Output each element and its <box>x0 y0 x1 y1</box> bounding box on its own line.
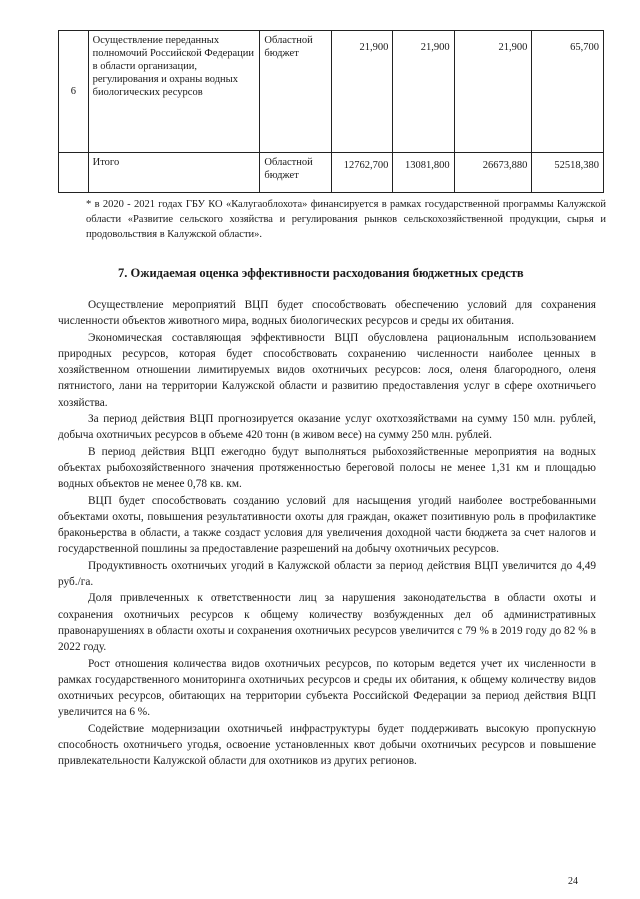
paragraph: ВЦП будет способствовать созданию условий для насыщения угодий наиболее востребованными объектами охоты, повышения результативности охоты для граждан, окажет позитивную роль в профилактике браконьерства в области, а также создаст условия для увеличения доходной части бюджета за счет налогов и государственной пошлины за предоставление разрешений на добычу охотничьих ресурсов. <box>58 494 596 556</box>
table-row <box>59 31 604 153</box>
section-body <box>58 297 596 770</box>
page-number: 24 <box>568 876 578 887</box>
table-row-total <box>59 153 604 193</box>
budget-table <box>58 30 604 193</box>
funding-source: Областной бюджет <box>260 153 332 193</box>
row-number: 6 <box>59 31 89 153</box>
value-year-3: 26673,880 <box>454 153 532 193</box>
paragraph: За период действия ВЦП прогнозируется оказание услуг охотхозяйствами на сумму 150 млн. рублей, добыча охотничьих ресурсов в объеме 420 тонн (в живом весе) на сумму 250 млн. рублей. <box>58 413 596 442</box>
value-year-3: 21,900 <box>454 31 532 153</box>
paragraph: Рост отношения количества видов охотничьих ресурсов, по которым ведется учет их численности в рамках государственного мониторинга охотничьих ресурсов и среды их обитания, к общему количеству видов охотничьих ресурсов, обитающих на территории субъекта Российской Федерации за период действия ВЦП увеличится на 6 %. <box>58 657 596 719</box>
section-heading: 7. Ожидаемая оценка эффективности расходования бюджетных средств <box>118 266 524 280</box>
value-year-2: 21,900 <box>393 31 454 153</box>
value-year-1: 12762,700 <box>331 153 392 193</box>
measure-name: Осуществление переданных полномочий Российской Федерации в области организации, регулирования и охраны водных биологических ресурсов <box>88 31 260 153</box>
paragraph: Содействие модернизации охотничьей инфраструктуры будет поддерживать высокую пропускную способность охотничьего угодья, освоение установленных квот добычи охотничьих ресурсов и повышение привлекательности Калужской области для охотников из других регионов. <box>58 722 596 768</box>
paragraph: Продуктивность охотничьих угодий в Калужской области за период действия ВЦП увеличится до 4,49 руб./га. <box>58 559 596 589</box>
paragraph: Экономическая составляющая эффективности ВЦП обусловлена рациональным использованием природных ресурсов, которая будет способствовать сохранению численности наиболее ценных в хозяйственном отношении лимитируемых видов охотничьих ресурсов: лося, оленя благородного, оленя пятнистого, лани на территории Калужской области и развитию предоставления услуг в сфере охотничьего хозяйства. <box>58 331 596 409</box>
paragraph: Доля привлеченных к ответственности лиц за нарушения законодательства в области охоты и сохранения охотничьих ресурсов к общему количеству возбужденных дел об административных правонарушениях в области охоты и сохранения охотничьих ресурсов увеличится с 79 % в 2019 году до 82 % в 2022 году. <box>58 592 596 654</box>
funding-source: Областной бюджет <box>260 31 332 153</box>
measure-name: Итого <box>88 153 260 193</box>
value-year-1: 21,900 <box>331 31 392 153</box>
paragraph: Осуществление мероприятий ВЦП будет способствовать обеспечению условий для сохранения численности объектов животного мира, водных биологических ресурсов и среды их обитания. <box>58 299 596 328</box>
value-total: 65,700 <box>532 31 604 153</box>
paragraph: В период действия ВЦП ежегодно будут выполняться рыбохозяйственные мероприятия на водных объектах рыбохозяйственного значения протяженностью береговой полосы не менее 1,31 км и площадью водных объектов не менее 0,78 кв. км. <box>58 445 596 491</box>
row-number <box>59 153 89 193</box>
table-footnote: * в 2020 - 2021 годах ГБУ КО «Калугаоблохота» финансируется в рамках государственной программы Калужской области «Развитие сельского хозяйства и регулирования рынков сельскохозяйственной продукции, сырья и продовольствия в Калужской области». <box>86 199 606 240</box>
value-year-2: 13081,800 <box>393 153 454 193</box>
value-total: 52518,380 <box>532 153 604 193</box>
